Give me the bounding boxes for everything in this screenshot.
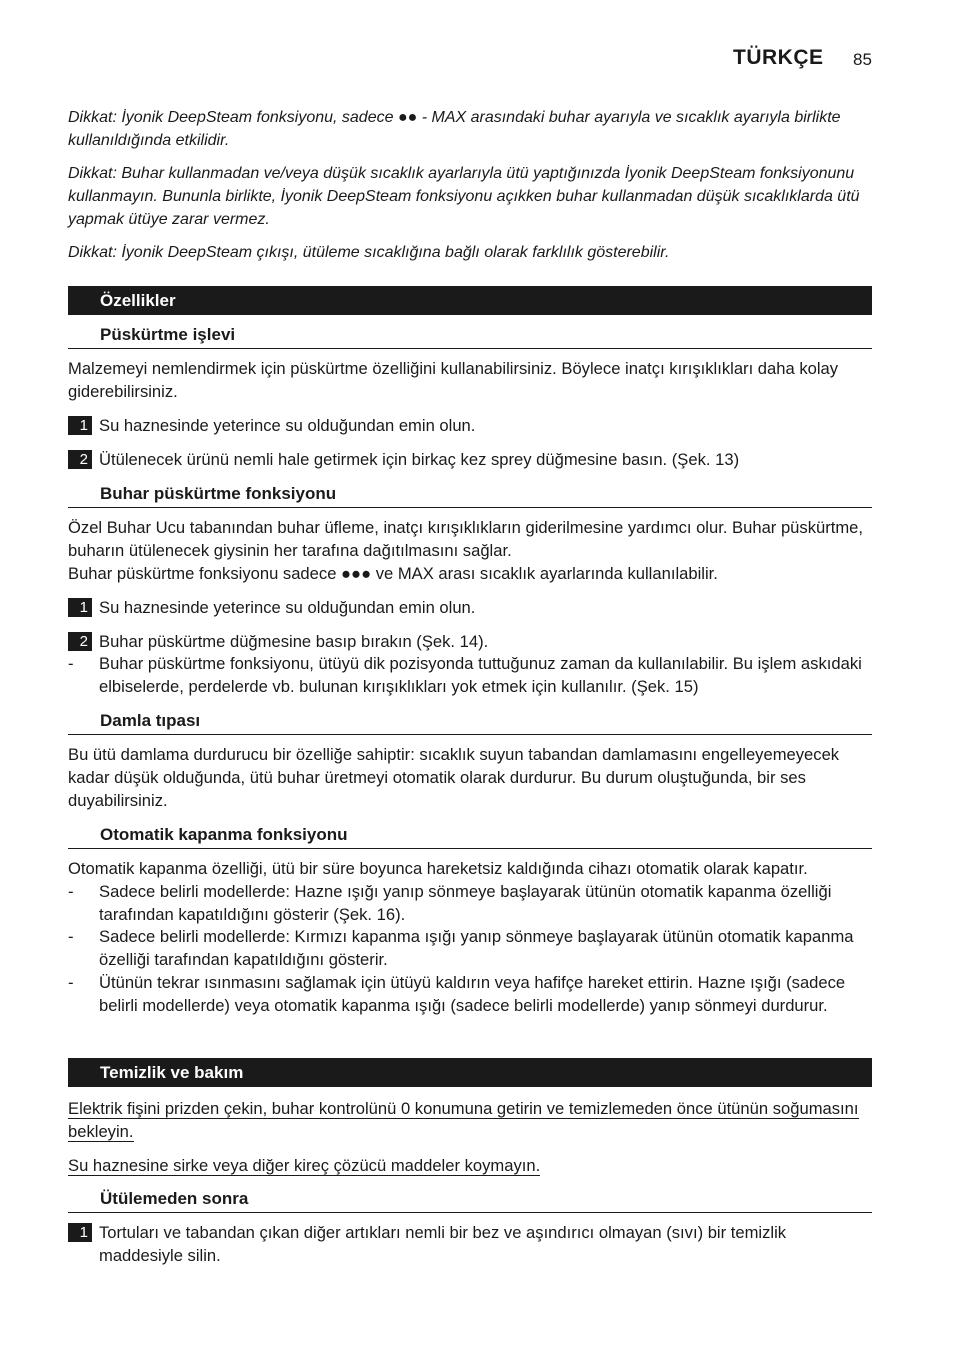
auto-off-intro: Otomatik kapanma özelliği, ütü bir süre boyunca hareketsiz kaldığında cihazı otomatik olarak kapatır.: [68, 859, 808, 878]
step-number: 2: [68, 450, 92, 469]
page-language-heading: TÜRKÇE: [733, 46, 824, 69]
step-text: Tortuları ve tabandan çıkan diğer artıkları nemli bir bez ve aşındırıcı olmayan (sıvı) bir temizlik maddesiyle silin.: [99, 1223, 787, 1265]
page-number: 85: [853, 50, 872, 69]
warning-text: Elektrik fişini prizden çekin, buhar kontrolünü 0 konumuna getirin ve temizlemeden önce ütünün soğumasını bekleyin.: [68, 1099, 859, 1141]
bullet-text: Sadece belirli modellerde: Kırmızı kapanma ışığı yanıp sönmeye başlayarak ütünün otomatik kapanma özelliği tarafından kapatıldığını gösterir.: [99, 927, 854, 969]
bullet-text: Sadece belirli modellerde: Hazne ışığı yanıp sönmeye başlayarak ütünün otomatik kapanma özelliği tarafından kapatıldığını gösterir (Şek. 16).: [99, 882, 832, 924]
bullet-text: Buhar püskürtme fonksiyonu, ütüyü dik pozisyonda tuttuğunuz zaman da kullanılabilir. Bu işlem askıdaki elbiselerde, perdelerde vb. bulunan kırışıklıkları yok etmek için kullanılır. (Şek. 15): [99, 654, 862, 696]
step-number: 1: [68, 416, 92, 435]
cleaning-warning-1: [68, 1097, 872, 1143]
subheading-drip-stop: Damla tıpası: [68, 711, 872, 735]
section-cleaning-title: Temizlik ve bakım: [68, 1058, 872, 1087]
shot-bullet: [68, 652, 872, 698]
bullet-dash: -: [68, 927, 74, 946]
note-1: Dikkat: İyonik DeepSteam fonksiyonu, sadece ●● - MAX arasındaki buhar ayarıyla ve sıcaklık ayarıyla birlikte kullanıldığında etkilidir.: [68, 109, 841, 149]
cleaning-warning-2: [68, 1154, 872, 1177]
shot-intro-2: Buhar püskürtme fonksiyonu sadece ●●● ve MAX arası sıcaklık ayarlarında kullanılabilir.: [68, 564, 718, 583]
spray-intro: Malzemeyi nemlendirmek için püskürtme özelliğini kullanabilirsiniz. Böylece inatçı kırışıklıkları daha kolay giderebilirsiniz.: [68, 359, 839, 401]
section-features-title: Özellikler: [68, 286, 872, 315]
note-3: Dikkat: İyonik DeepSteam çıkışı, ütüleme sıcaklığına bağlı olarak farklılık gösterebilir.: [68, 244, 670, 261]
bullet-text: Ütünün tekrar ısınmasını sağlamak için ütüyü kaldırın veya hafifçe hareket ettirin. Hazne ışığı (sadece belirli modellerde) veya otomatik kapanma ışığı (sadece belirli modellerde) yanıp sönmeyi durdurur.: [99, 973, 846, 1015]
note-2: Dikkat: Buhar kullanmadan ve/veya düşük sıcaklık ayarlarıyla ütü yaptığınızda İyonik DeepSteam fonksiyonunu kullanmayın. Bununla birlikte, İyonik DeepSteam fonksiyonu açıkken buhar kullanmadan düşük sıcaklıklarda ütü yapmak ütüye zarar vermez.: [68, 165, 860, 228]
subheading-spray: Püskürtme işlevi: [68, 325, 872, 349]
drip-text: Bu ütü damlama durdurucu bir özelliğe sahiptir: sıcaklık suyun tabandan damlamasını engelleyemeyecek kadar düşük olduğunda, ütü buhar üretmeyi otomatik olarak durdurur. Bu durum oluştuğunda, bir ses duyabilirsiniz.: [68, 745, 840, 810]
bullet-dash: -: [68, 973, 74, 992]
auto-off-bullet-1: [68, 880, 872, 926]
subheading-after-ironing: Ütülemeden sonra: [68, 1189, 872, 1213]
step-text: Su haznesinde yeterince su olduğundan emin olun.: [99, 416, 476, 435]
auto-off-bullet-2: [68, 925, 872, 971]
auto-off-bullet-3: [68, 971, 872, 1040]
subheading-auto-off: Otomatik kapanma fonksiyonu: [68, 825, 872, 849]
bullet-dash: -: [68, 654, 74, 673]
bullet-dash: -: [68, 882, 74, 901]
notes-block: [68, 106, 868, 274]
after-step-1: [68, 1221, 872, 1267]
step-text: Buhar püskürtme düğmesine basıp bırakın (Şek. 14).: [99, 632, 489, 651]
step-text: Su haznesinde yeterince su olduğundan emin olun.: [99, 598, 476, 617]
step-number: 2: [68, 632, 92, 651]
warning-text: Su haznesine sirke veya diğer kireç çözücü maddeler koymayın.: [68, 1156, 541, 1175]
step-text: Ütülenecek ürünü nemli hale getirmek için birkaç kez sprey düğmesine basın. (Şek. 13): [99, 450, 740, 469]
subheading-shot-of-steam: Buhar püskürtme fonksiyonu: [68, 484, 872, 508]
step-number: 1: [68, 598, 92, 617]
shot-intro-1: Özel Buhar Ucu tabanından buhar üfleme, inatçı kırışıklıkların giderilmesine yardımcı olur. Buhar püskürtme, buharın ütülenecek giysinin her tarafına dağıtılmasını sağlar.: [68, 518, 864, 560]
step-number: 1: [68, 1223, 92, 1242]
